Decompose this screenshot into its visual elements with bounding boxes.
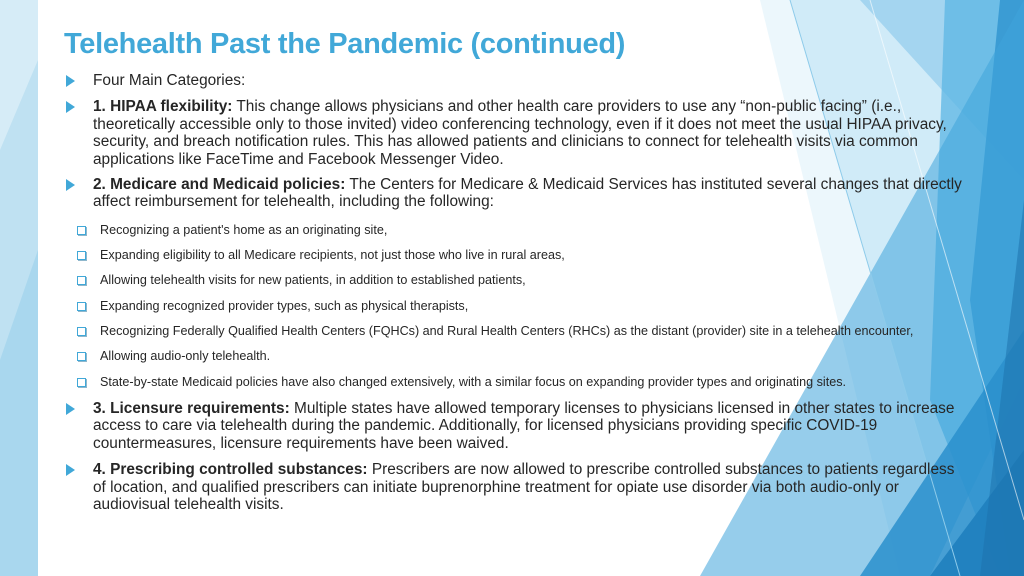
- arrow-bullet-icon: [66, 464, 75, 476]
- slide-title: Telehealth Past the Pandemic (continued): [64, 28, 626, 60]
- bullet-intro: [66, 72, 966, 89]
- content-area: [66, 72, 966, 513]
- bullet-licensure-label: 3. Licensure requirements:: [93, 399, 290, 417]
- bullet-intro-text: Four Main Categories:: [93, 72, 246, 89]
- bullet-medicare: [66, 176, 966, 211]
- list-item: [66, 349, 966, 364]
- list-item-text: Allowing telehealth visits for new patients, in addition to established patients,: [100, 273, 526, 288]
- list-item-text: Allowing audio-only telehealth.: [100, 349, 271, 364]
- checkbox-bullet-icon: [77, 302, 86, 311]
- list-item: [66, 299, 966, 314]
- arrow-bullet-icon: [66, 75, 75, 87]
- bullet-hipaa-text: This change allows physicians and other health care providers to use any “non-public facing” (i.e., theoretically accessible only to those invited) video conferencing technology, even if it does not meet the usual HIPAA privacy, security, and breach notification rules. This has allowed patients and clinicians to connect for telehealth visits via common applications like FaceTime and Facebook Messenger Video.: [93, 98, 947, 168]
- checkbox-bullet-icon: [77, 378, 86, 387]
- checkbox-bullet-icon: [77, 226, 86, 235]
- bullet-hipaa-label: 1. HIPAA flexibility:: [93, 98, 233, 116]
- bullet-prescribing: [66, 461, 966, 513]
- arrow-bullet-icon: [66, 101, 75, 113]
- arrow-bullet-icon: [66, 403, 75, 415]
- arrow-bullet-icon: [66, 179, 75, 191]
- bullet-medicare-label: 2. Medicare and Medicaid policies:: [93, 176, 346, 194]
- list-item: [66, 273, 966, 288]
- bullet-licensure: [66, 400, 966, 452]
- bullet-licensure-text: Multiple states have allowed temporary licenses to physicians licensed in other states to increase access to care via telehealth during the pandemic. Additionally, for licensed physicians providing specific COVID-19 countermeasures, licensure requirements have been waived.: [93, 399, 955, 452]
- list-item-text: State-by-state Medicaid policies have also changed extensively, with a similar focus on expanding provider types and originating sites.: [100, 374, 847, 389]
- checkbox-bullet-icon: [77, 327, 86, 336]
- list-item: [66, 223, 966, 238]
- checkbox-bullet-icon: [77, 352, 86, 361]
- bullet-medicare-text: The Centers for Medicare & Medicaid Services has instituted several changes that directly affect reimbursement for telehealth, including the following:: [93, 176, 962, 211]
- medicare-subitems: [66, 223, 966, 390]
- list-item-text: Recognizing a patient's home as an originating site,: [100, 222, 388, 237]
- checkbox-bullet-icon: [77, 251, 86, 260]
- list-item-text: Expanding recognized provider types, such as physical therapists,: [100, 298, 469, 313]
- list-item: [66, 375, 966, 390]
- bullet-prescribing-label: 4. Prescribing controlled substances:: [93, 461, 368, 479]
- bullet-prescribing-text: Prescribers are now allowed to prescribe controlled substances to patients regardless of location, and qualified prescribers can initiate buprenorphine treatment for opiate use disorder via both audio-only or audiovisual telehealth visits.: [93, 461, 955, 513]
- list-item-text: Recognizing Federally Qualified Health Centers (FQHCs) and Rural Health Centers (RHCs) as the distant (provider) site in a telehealth encounter,: [100, 324, 914, 339]
- list-item: [66, 324, 966, 339]
- checkbox-bullet-icon: [77, 276, 86, 285]
- bullet-hipaa: [66, 98, 966, 168]
- list-item-text: Expanding eligibility to all Medicare recipients, not just those who live in rural areas,: [100, 248, 565, 263]
- list-item: [66, 248, 966, 263]
